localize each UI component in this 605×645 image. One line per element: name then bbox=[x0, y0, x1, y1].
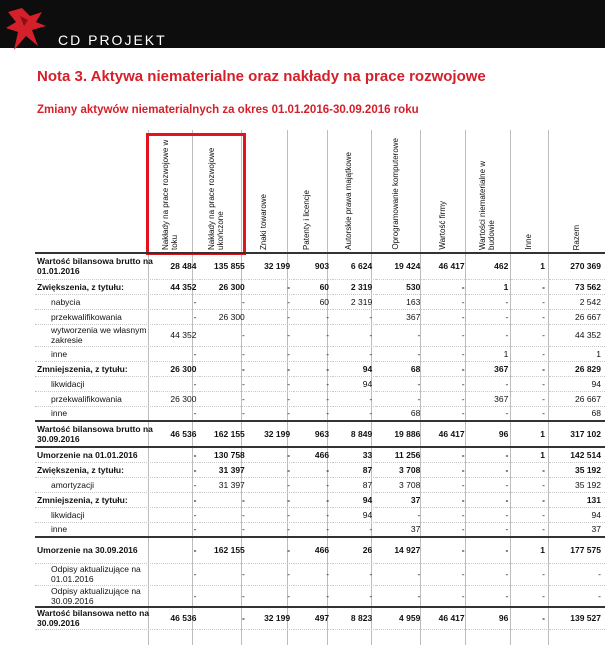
table-cell: - bbox=[157, 462, 200, 477]
table-cell: 26 bbox=[333, 537, 376, 563]
table-cell: - bbox=[376, 585, 424, 607]
table-cell: - bbox=[333, 391, 376, 406]
table-cell: 37 bbox=[376, 522, 424, 537]
table-cell: 466 bbox=[294, 537, 333, 563]
table-cell: 963 bbox=[294, 421, 333, 447]
table-cell: - bbox=[294, 507, 333, 522]
table-cell: - bbox=[333, 563, 376, 585]
table-cell: 31 397 bbox=[200, 477, 248, 492]
table-cell: - bbox=[512, 324, 549, 346]
table-cell: - bbox=[249, 361, 294, 376]
column-header: Nakłady na prace rozwojowe ukończone bbox=[207, 147, 225, 250]
table-cell: - bbox=[249, 309, 294, 324]
row-label: nabycia bbox=[35, 294, 157, 309]
table-cell: - bbox=[294, 346, 333, 361]
table-cell: - bbox=[512, 585, 549, 607]
table-cell: 2 319 bbox=[333, 279, 376, 294]
table-cell: 28 484 bbox=[157, 253, 200, 279]
table-cell: - bbox=[294, 492, 333, 507]
table-cell: - bbox=[157, 406, 200, 421]
table-cell: - bbox=[249, 376, 294, 391]
table-cell: - bbox=[376, 563, 424, 585]
table-cell: - bbox=[424, 563, 468, 585]
table-cell: 96 bbox=[469, 607, 513, 629]
table-cell: - bbox=[333, 585, 376, 607]
table-cell: - bbox=[512, 294, 549, 309]
table-cell: - bbox=[249, 462, 294, 477]
table-cell: - bbox=[157, 477, 200, 492]
table-row bbox=[35, 294, 605, 309]
table-cell: 37 bbox=[376, 492, 424, 507]
table-cell: 46 536 bbox=[157, 607, 200, 629]
table-cell: 68 bbox=[376, 361, 424, 376]
brand-name: CD PROJEKT bbox=[58, 32, 167, 48]
table-row bbox=[35, 324, 605, 346]
table-cell: 367 bbox=[376, 309, 424, 324]
table-cell: - bbox=[469, 376, 513, 391]
table-cell: - bbox=[200, 522, 248, 537]
table-cell: 131 bbox=[549, 492, 605, 507]
table-cell: 26 829 bbox=[549, 361, 605, 376]
table-cell: 44 352 bbox=[549, 324, 605, 346]
table-cell: - bbox=[424, 477, 468, 492]
table-cell: - bbox=[512, 477, 549, 492]
table-row bbox=[35, 406, 605, 421]
table-cell: 2 542 bbox=[549, 294, 605, 309]
table-cell: - bbox=[294, 462, 333, 477]
table-cell: - bbox=[249, 492, 294, 507]
row-label: Wartość bilansowa netto na 30.09.2016 bbox=[35, 607, 157, 629]
table-cell: - bbox=[469, 522, 513, 537]
row-label: Zmniejszenia, z tytułu: bbox=[35, 361, 157, 376]
table-cell: 317 102 bbox=[549, 421, 605, 447]
table-cell: 94 bbox=[549, 376, 605, 391]
table-cell: - bbox=[512, 522, 549, 537]
table-cell: 462 bbox=[469, 253, 513, 279]
table-cell: 497 bbox=[294, 607, 333, 629]
row-label: Umorzenie na 01.01.2016 bbox=[35, 447, 157, 462]
table-cell: - bbox=[424, 507, 468, 522]
table-cell: 139 527 bbox=[549, 607, 605, 629]
table-cell: - bbox=[249, 391, 294, 406]
table-cell: - bbox=[469, 492, 513, 507]
table-cell: - bbox=[157, 346, 200, 361]
column-header: Razem bbox=[572, 224, 581, 250]
table-cell: - bbox=[333, 324, 376, 346]
table-cell: - bbox=[469, 462, 513, 477]
table-cell: 466 bbox=[294, 447, 333, 462]
table-cell: - bbox=[294, 391, 333, 406]
table-cell: - bbox=[294, 563, 333, 585]
row-label: Zwiększenia, z tytułu: bbox=[35, 462, 157, 477]
table-cell: 94 bbox=[333, 492, 376, 507]
table-cell: - bbox=[512, 406, 549, 421]
table-cell: 33 bbox=[333, 447, 376, 462]
table-row bbox=[35, 421, 605, 447]
page-title: Nota 3. Aktywa niematerialne oraz nakłady na prace rozwojowe bbox=[37, 68, 486, 85]
table-cell: - bbox=[512, 346, 549, 361]
row-label: likwidacji bbox=[35, 507, 157, 522]
table-row bbox=[35, 376, 605, 391]
table-cell: - bbox=[469, 324, 513, 346]
table-cell: 46 417 bbox=[424, 607, 468, 629]
page-subtitle: Zmiany aktywów niematerialnych za okres 01.01.2016-30.09.2016 roku bbox=[37, 104, 419, 116]
table-cell: 94 bbox=[549, 507, 605, 522]
table-cell: 8 823 bbox=[333, 607, 376, 629]
table-cell: 130 758 bbox=[200, 447, 248, 462]
table-cell: - bbox=[424, 309, 468, 324]
table-cell: - bbox=[200, 492, 248, 507]
table-cell: 1 bbox=[512, 421, 549, 447]
table-cell: - bbox=[249, 585, 294, 607]
row-label: Zmniejszenia, z tytułu: bbox=[35, 492, 157, 507]
row-label: Wartość bilansowa brutto na 30.09.2016 bbox=[35, 421, 157, 447]
table-cell: - bbox=[512, 507, 549, 522]
table-cell: - bbox=[249, 537, 294, 563]
table-cell: - bbox=[469, 447, 513, 462]
row-label: inne bbox=[35, 406, 157, 421]
row-label: Odpisy aktualizujące na 01.01.2016 bbox=[35, 563, 157, 585]
table-cell: 6 624 bbox=[333, 253, 376, 279]
row-label: Wartość bilansowa brutto na 01.01.2016 bbox=[35, 253, 157, 279]
table-cell: - bbox=[249, 324, 294, 346]
table-cell: - bbox=[469, 406, 513, 421]
intangible-assets-table bbox=[35, 252, 605, 630]
table-cell: - bbox=[424, 294, 468, 309]
table-cell: 1 bbox=[512, 447, 549, 462]
table-cell: - bbox=[249, 563, 294, 585]
table-cell: 73 562 bbox=[549, 279, 605, 294]
table-cell: - bbox=[512, 607, 549, 629]
table-row bbox=[35, 492, 605, 507]
table-cell: - bbox=[249, 346, 294, 361]
table-cell: - bbox=[469, 507, 513, 522]
table-row bbox=[35, 607, 605, 629]
table-cell: 46 417 bbox=[424, 253, 468, 279]
table-cell: - bbox=[512, 309, 549, 324]
table-cell: - bbox=[424, 462, 468, 477]
row-label: przekwalifikowania bbox=[35, 309, 157, 324]
table-cell: 44 352 bbox=[157, 324, 200, 346]
table-cell: 19 424 bbox=[376, 253, 424, 279]
table-cell: 1 bbox=[512, 537, 549, 563]
table-row bbox=[35, 462, 605, 477]
table-row bbox=[35, 279, 605, 294]
table-cell: 46 417 bbox=[424, 421, 468, 447]
table-cell: 162 155 bbox=[200, 537, 248, 563]
table-row bbox=[35, 309, 605, 324]
table-cell: - bbox=[424, 492, 468, 507]
table-cell: 35 192 bbox=[549, 477, 605, 492]
table-cell: - bbox=[424, 361, 468, 376]
table-cell: 31 397 bbox=[200, 462, 248, 477]
table-cell: 135 855 bbox=[200, 253, 248, 279]
table-cell: - bbox=[294, 477, 333, 492]
table-row bbox=[35, 477, 605, 492]
table-cell: - bbox=[157, 309, 200, 324]
table-cell: 367 bbox=[469, 361, 513, 376]
table-cell: - bbox=[294, 406, 333, 421]
column-header: Oprogramowanie komputerowe bbox=[390, 138, 400, 250]
table-cell: - bbox=[294, 522, 333, 537]
row-label: inne bbox=[35, 522, 157, 537]
table-cell: - bbox=[157, 294, 200, 309]
table-cell: - bbox=[249, 447, 294, 462]
table-cell: - bbox=[424, 585, 468, 607]
table-cell: 87 bbox=[333, 477, 376, 492]
table-cell: 32 199 bbox=[249, 607, 294, 629]
table-cell: - bbox=[512, 462, 549, 477]
table-cell: - bbox=[157, 376, 200, 391]
table-cell: 94 bbox=[333, 376, 376, 391]
table-cell: 60 bbox=[294, 294, 333, 309]
table-cell: - bbox=[469, 294, 513, 309]
column-headers bbox=[35, 130, 605, 250]
table-cell: - bbox=[424, 279, 468, 294]
table-cell: 1 bbox=[512, 253, 549, 279]
table-cell: 177 575 bbox=[549, 537, 605, 563]
table-cell: - bbox=[549, 585, 605, 607]
table-cell: 44 352 bbox=[157, 279, 200, 294]
table-cell: - bbox=[424, 376, 468, 391]
table-cell: 35 192 bbox=[549, 462, 605, 477]
table-cell: 26 300 bbox=[200, 309, 248, 324]
table-cell: 163 bbox=[376, 294, 424, 309]
table-cell: 14 927 bbox=[376, 537, 424, 563]
table-row bbox=[35, 391, 605, 406]
table-cell: - bbox=[200, 607, 248, 629]
table-row bbox=[35, 522, 605, 537]
table-cell: - bbox=[376, 324, 424, 346]
table-cell: - bbox=[294, 309, 333, 324]
table-cell: 26 300 bbox=[200, 279, 248, 294]
table-cell: - bbox=[294, 361, 333, 376]
column-header: Inne bbox=[524, 234, 533, 250]
table-row bbox=[35, 507, 605, 522]
table-cell: - bbox=[249, 294, 294, 309]
table-cell: - bbox=[424, 522, 468, 537]
table-cell: - bbox=[512, 391, 549, 406]
table-cell: - bbox=[157, 492, 200, 507]
table-cell: 11 256 bbox=[376, 447, 424, 462]
row-label: likwidacji bbox=[35, 376, 157, 391]
table-cell: - bbox=[333, 406, 376, 421]
table-cell: 32 199 bbox=[249, 253, 294, 279]
table-cell: - bbox=[333, 346, 376, 361]
table-cell: 37 bbox=[549, 522, 605, 537]
table-cell: 87 bbox=[333, 462, 376, 477]
table-cell: - bbox=[157, 507, 200, 522]
table-cell: - bbox=[157, 522, 200, 537]
table-cell: 4 959 bbox=[376, 607, 424, 629]
column-header: Patenty i licencje bbox=[302, 189, 311, 250]
table-cell: 142 514 bbox=[549, 447, 605, 462]
table-cell: - bbox=[200, 585, 248, 607]
table-cell: - bbox=[294, 376, 333, 391]
table-cell: 1 bbox=[469, 346, 513, 361]
table-cell: 1 bbox=[469, 279, 513, 294]
table-cell: 94 bbox=[333, 507, 376, 522]
table-cell: - bbox=[333, 522, 376, 537]
table-cell: - bbox=[469, 563, 513, 585]
table-cell: - bbox=[469, 477, 513, 492]
table-cell: - bbox=[200, 376, 248, 391]
table-cell: - bbox=[424, 537, 468, 563]
table-cell: - bbox=[249, 477, 294, 492]
row-label: amortyzacji bbox=[35, 477, 157, 492]
row-label: Zwiększenia, z tytułu: bbox=[35, 279, 157, 294]
table-cell: - bbox=[249, 406, 294, 421]
table-cell: 26 667 bbox=[549, 309, 605, 324]
table-cell: - bbox=[157, 447, 200, 462]
table-cell: 2 319 bbox=[333, 294, 376, 309]
table-cell: - bbox=[294, 324, 333, 346]
table-row bbox=[35, 253, 605, 279]
table-cell: - bbox=[200, 346, 248, 361]
table-cell: - bbox=[376, 376, 424, 391]
table-cell: - bbox=[469, 537, 513, 563]
table-row bbox=[35, 447, 605, 462]
table-cell: 3 708 bbox=[376, 462, 424, 477]
table-cell: - bbox=[424, 391, 468, 406]
table-cell: - bbox=[294, 585, 333, 607]
column-header: Nakłady na prace rozwojowe w toku bbox=[160, 139, 179, 250]
table-cell: 94 bbox=[333, 361, 376, 376]
table-row bbox=[35, 346, 605, 361]
table-row bbox=[35, 537, 605, 563]
table-cell: - bbox=[376, 507, 424, 522]
table-cell: - bbox=[200, 294, 248, 309]
table-cell: 26 300 bbox=[157, 391, 200, 406]
table-cell: 26 300 bbox=[157, 361, 200, 376]
table-cell: - bbox=[200, 361, 248, 376]
table-cell: - bbox=[424, 324, 468, 346]
table-cell: 60 bbox=[294, 279, 333, 294]
table-cell: 530 bbox=[376, 279, 424, 294]
table-cell: - bbox=[512, 361, 549, 376]
table-cell: 270 369 bbox=[549, 253, 605, 279]
table-cell: - bbox=[200, 406, 248, 421]
table-cell: - bbox=[512, 492, 549, 507]
table-cell: - bbox=[200, 507, 248, 522]
table-cell: 8 849 bbox=[333, 421, 376, 447]
table-cell: - bbox=[157, 537, 200, 563]
table-cell: - bbox=[200, 563, 248, 585]
cd-projekt-bird-logo-icon bbox=[2, 2, 58, 58]
table-cell: - bbox=[376, 391, 424, 406]
column-header: Wartość firmy bbox=[437, 201, 447, 250]
table-cell: - bbox=[512, 376, 549, 391]
table-cell: - bbox=[469, 309, 513, 324]
table-row bbox=[35, 563, 605, 585]
table-cell: - bbox=[157, 563, 200, 585]
table-cell: - bbox=[469, 585, 513, 607]
table-cell: - bbox=[200, 391, 248, 406]
row-label: wytworzenia we własnym zakresie bbox=[35, 324, 157, 346]
highlight-box bbox=[146, 133, 246, 255]
table-cell: - bbox=[549, 563, 605, 585]
table-cell: 19 886 bbox=[376, 421, 424, 447]
table-cell: - bbox=[333, 309, 376, 324]
table-cell: 26 667 bbox=[549, 391, 605, 406]
table-cell: 46 536 bbox=[157, 421, 200, 447]
column-header: Autorskie prawa majątkowe bbox=[344, 152, 353, 250]
table-cell: - bbox=[424, 447, 468, 462]
table-row bbox=[35, 585, 605, 607]
table-cell: 162 155 bbox=[200, 421, 248, 447]
table-cell: 96 bbox=[469, 421, 513, 447]
table-cell: - bbox=[512, 279, 549, 294]
table-cell: 68 bbox=[376, 406, 424, 421]
table-cell: 32 199 bbox=[249, 421, 294, 447]
table-cell: 1 bbox=[549, 346, 605, 361]
table-row bbox=[35, 361, 605, 376]
table-cell: - bbox=[249, 507, 294, 522]
table-cell: 3 708 bbox=[376, 477, 424, 492]
table-cell: - bbox=[376, 346, 424, 361]
table-cell: - bbox=[424, 406, 468, 421]
table-cell: - bbox=[249, 522, 294, 537]
table-cell: - bbox=[200, 324, 248, 346]
column-header: Wartości niematerialne w budowie bbox=[478, 160, 496, 250]
table-cell: - bbox=[157, 585, 200, 607]
row-label: przekwalifikowania bbox=[35, 391, 157, 406]
table-cell: - bbox=[512, 563, 549, 585]
table-cell: 367 bbox=[469, 391, 513, 406]
table-cell: 903 bbox=[294, 253, 333, 279]
table-cell: - bbox=[424, 346, 468, 361]
row-label: Odpisy aktualizujące na 30.09.2016 bbox=[35, 585, 157, 607]
header-bar bbox=[0, 0, 605, 48]
row-label: inne bbox=[35, 346, 157, 361]
column-header: Znaki towarowe bbox=[259, 193, 268, 250]
table-cell: - bbox=[249, 279, 294, 294]
row-label: Umorzenie na 30.09.2016 bbox=[35, 537, 157, 563]
table-cell: 68 bbox=[549, 406, 605, 421]
